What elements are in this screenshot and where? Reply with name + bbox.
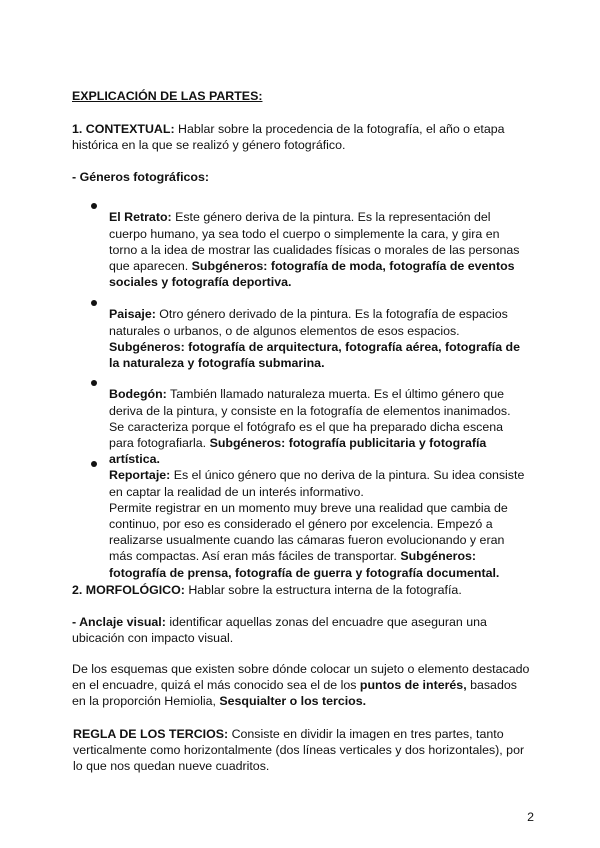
genre-text: Otro género derivado de la pintura. Es la fotografía de espacios naturales o urbanos, o de algunos elementos de esos espacios. — [109, 307, 508, 338]
genre-subgenres: Subgéneros: fotografía de arquitectura, fotografía aérea, fotografía de la naturaleza y fotografía submarina. — [109, 339, 521, 370]
anclaje-heading: - Anclaje visual: — [72, 615, 166, 629]
genre-subgenres: Subgéneros: fotografía de moda, fotografía de eventos sociales y fotografía deportiva. — [109, 259, 515, 290]
genre-bodegon — [109, 386, 529, 467]
regla-heading: REGLA DE LOS TERCIOS: — [73, 727, 229, 741]
bullet-dot — [91, 461, 97, 467]
genre-subgenres: Subgéneros: fotografía publicitaria y fotografía artística. — [109, 436, 487, 467]
genre-paisaje — [109, 306, 529, 371]
genre-name: Bodegón: — [109, 387, 167, 402]
genre-text: También llamado naturaleza muerta. Es el último género que deriva de la pintura, y consiste en la fotografía de elementos inanimados. Se caracteriza porque el fotógrafo es el que ha preparado dicha escena para fotografiarla. — [109, 387, 511, 450]
anclaje-paragraph — [72, 614, 532, 646]
bullet-dot — [91, 380, 97, 386]
contextual-heading: 1. CONTEXTUAL: — [72, 122, 175, 136]
morfologico-text: Hablar sobre la estructura interna de la fotografía. — [184, 583, 462, 597]
genre-text-continued: Permite registrar en un momento muy breve una realidad que cambia de continuo, por eso es considerado el género por excelencia. Empezó a realizarse usualmente cuando las cámaras fueron evolucionando y eran más compactas. Así eran más fáciles de transportar. — [109, 500, 508, 564]
genre-subgenres: Subgéneros: fotografía de prensa, fotografía de guerra y fotografía documental. — [109, 549, 500, 580]
morfologico-heading: 2. MORFOLÓGICO: — [72, 583, 185, 597]
genre-text: Es el único género que no deriva de la pintura. Su idea consiste en captar la realidad de un interés informativo. — [109, 468, 525, 499]
genre-reportaje — [109, 467, 529, 580]
page-title: EXPLICACIÓN DE LAS PARTES: — [72, 89, 263, 103]
genre-text: Este género deriva de la pintura. Es la representación del cuerpo humano, ya sea todo el cuerpo o simplemente la cara, y gira en torno a la idea de mostrar las cualidades físicas o morales de las personas que aparecen. — [109, 210, 520, 273]
genre-name: Paisaje: — [109, 307, 156, 322]
anclaje-text: identificar aquellas zonas del encuadre que aseguran una ubicación con impacto visual. — [72, 615, 487, 646]
regla-paragraph — [73, 726, 533, 775]
generos-heading: - Géneros fotográficos: — [72, 170, 209, 184]
puntos-interes: puntos de interés, — [359, 678, 467, 693]
page-number: 2 — [527, 810, 534, 825]
sesquialter-tercios: Sesquialter o los tercios. — [219, 694, 367, 709]
esquemas-paragraph: De los esquemas que existen sobre dónde colocar un sujeto o elemento destacado en el encuadre, quizá el más conocido sea el de los puntos de interés, basados en la proporción Hemiolia, Sesquialter o los tercios. — [72, 662, 530, 709]
genre-name: El Retrato: — [109, 210, 172, 225]
contextual-text: Hablar sobre la procedencia de la fotografía, el año o etapa histórica en la que se realizó y género fotográfico. — [72, 122, 505, 153]
regla-text: Consiste en dividir la imagen en tres partes, tanto verticalmente como horizontalmente (dos líneas verticales y dos horizontales), por lo que nos quedan nueve cuadritos. — [73, 727, 525, 774]
bullet-dot — [91, 300, 97, 306]
genre-retrato — [109, 209, 529, 290]
genre-name: Reportaje: — [109, 468, 171, 483]
contextual-paragraph — [72, 121, 532, 153]
bullet-dot — [91, 203, 97, 209]
morfologico-paragraph — [72, 582, 532, 598]
